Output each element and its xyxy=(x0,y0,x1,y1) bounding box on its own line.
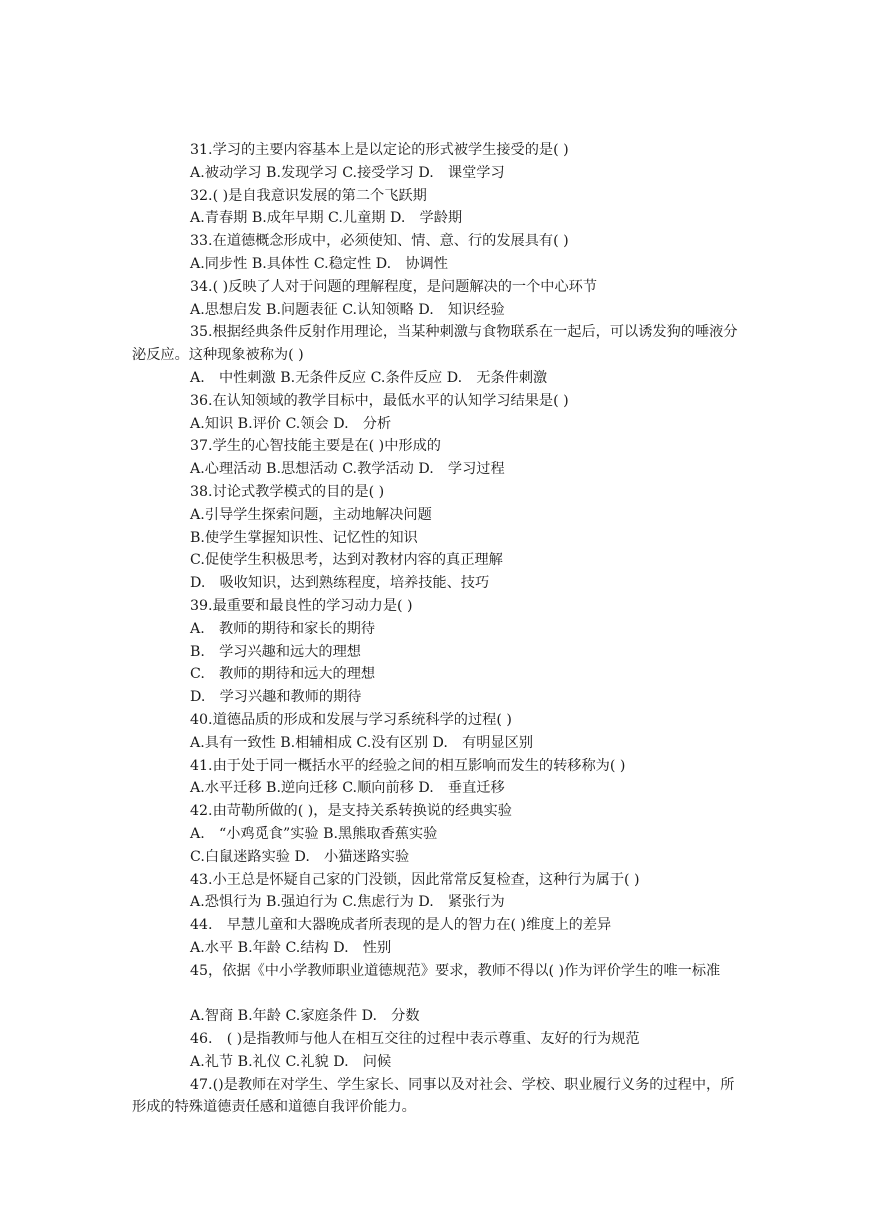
options-44: A.水平 B.年龄 C.结构 D. 性别 xyxy=(190,939,392,956)
options-33: A.同步性 B.具体性 C.稳定性 D. 协调性 xyxy=(190,255,448,272)
question-36: 36.在认知领域的教学目标中，最低水平的认知学习结果是( ) xyxy=(190,392,569,409)
question-42: 42.由苛勒所做的( )，是支持关系转换说的经典实验 xyxy=(190,803,512,820)
question-45: 45，依据《中小学教师职业道德规范》要求，教师不得以( )作为评价学生的唯一标准 xyxy=(190,962,721,979)
options-36: A.知识 B.评价 C.领会 D. 分析 xyxy=(190,415,392,432)
option-38-b: B.使学生掌握知识性、记忆性的知识 xyxy=(190,529,418,546)
question-46: 46. ( )是指教师与他人在相互交往的过程中表示尊重、友好的行为规范 xyxy=(190,1031,640,1048)
option-39-c: C. 教师的期待和远大的理想 xyxy=(190,666,376,683)
options-45: A.智商 B.年龄 C.家庭条件 D. 分数 xyxy=(190,1008,420,1025)
question-41: 41.由于处于同一概括水平的经验之间的相互影响而发生的转移称为( ) xyxy=(190,757,626,774)
options-32: A.青春期 B.成年早期 C.儿童期 D. 学龄期 xyxy=(190,210,463,227)
options-31: A.被动学习 B.发现学习 C.接受学习 D. 课堂学习 xyxy=(190,164,505,181)
options-46: A.礼节 B.礼仪 C.礼貌 D. 问候 xyxy=(190,1053,392,1070)
question-39: 39.最重要和最良性的学习动力是( ) xyxy=(190,597,413,614)
question-38: 38.讨论式教学模式的目的是( ) xyxy=(190,483,385,500)
options-34: A.思想启发 B.问题表征 C.认知领略 D. 知识经验 xyxy=(190,301,505,318)
question-32: 32.( )是自我意识发展的第二个飞跃期 xyxy=(190,187,427,204)
options-42-ab: A. “小鸡觅食”实验 B.黑熊取香蕉实验 xyxy=(190,825,438,842)
option-39-a: A. 教师的期待和家长的期待 xyxy=(190,620,376,637)
question-47: 47.()是教师在对学生、学生家长、同事以及对社会、学校、职业履行义务的过程中，所形成的特殊道德责任感和道德自我评价能力。 xyxy=(132,1076,735,1116)
options-40: A.具有一致性 B.相辅相成 C.没有区别 D. 有明显区别 xyxy=(190,734,534,751)
question-list xyxy=(132,139,744,1119)
options-35: A. 中性刺激 B.无条件反应 C.条件反应 D. 无条件刺激 xyxy=(190,369,548,386)
options-43: A.恐惧行为 B.强迫行为 C.焦虑行为 D. 紧张行为 xyxy=(190,894,505,911)
option-38-c: C.促使学生积极思考，达到对教材内容的真正理解 xyxy=(190,552,503,569)
option-38-a: A.引导学生探索问题，主动地解决问题 xyxy=(190,506,432,523)
question-44: 44. 早慧儿童和大器晚成者所表现的是人的智力在( )维度上的差异 xyxy=(190,917,612,934)
question-31: 31.学习的主要内容基本上是以定论的形式被学生接受的是( ) xyxy=(190,142,569,158)
question-37: 37.学生的心智技能主要是在( )中形成的 xyxy=(190,438,441,455)
question-35: 35.根据经典条件反射作用理论，当某种刺激与食物联系在一起后，可以诱发狗的唾液分泌反应。这种现象被称为( ) xyxy=(132,324,738,364)
option-39-b: B. 学习兴趣和远大的理想 xyxy=(190,643,361,660)
options-41: A.水平迁移 B.逆向迁移 C.顺向前移 D. 垂直迁移 xyxy=(190,780,505,797)
option-39-d: D. 学习兴趣和教师的期待 xyxy=(190,689,362,706)
options-37: A.心理活动 B.思想活动 C.教学活动 D. 学习过程 xyxy=(190,461,505,478)
question-34: 34.( )反映了人对于问题的理解程度，是问题解决的一个中心环节 xyxy=(190,278,598,295)
options-42-cd: C.白鼠迷路实验 D. 小猫迷路实验 xyxy=(190,848,410,865)
option-38-d: D. 吸收知识，达到熟练程度，培养技能、技巧 xyxy=(190,575,490,592)
question-33: 33.在道德概念形成中，必须使知、情、意、行的发展具有( ) xyxy=(190,233,569,250)
question-43: 43.小王总是怀疑自己家的门没锁，因此常常反复检查，这种行为属于( ) xyxy=(190,871,640,888)
question-40: 40.道德品质的形成和发展与学习系统科学的过程( ) xyxy=(190,711,512,728)
